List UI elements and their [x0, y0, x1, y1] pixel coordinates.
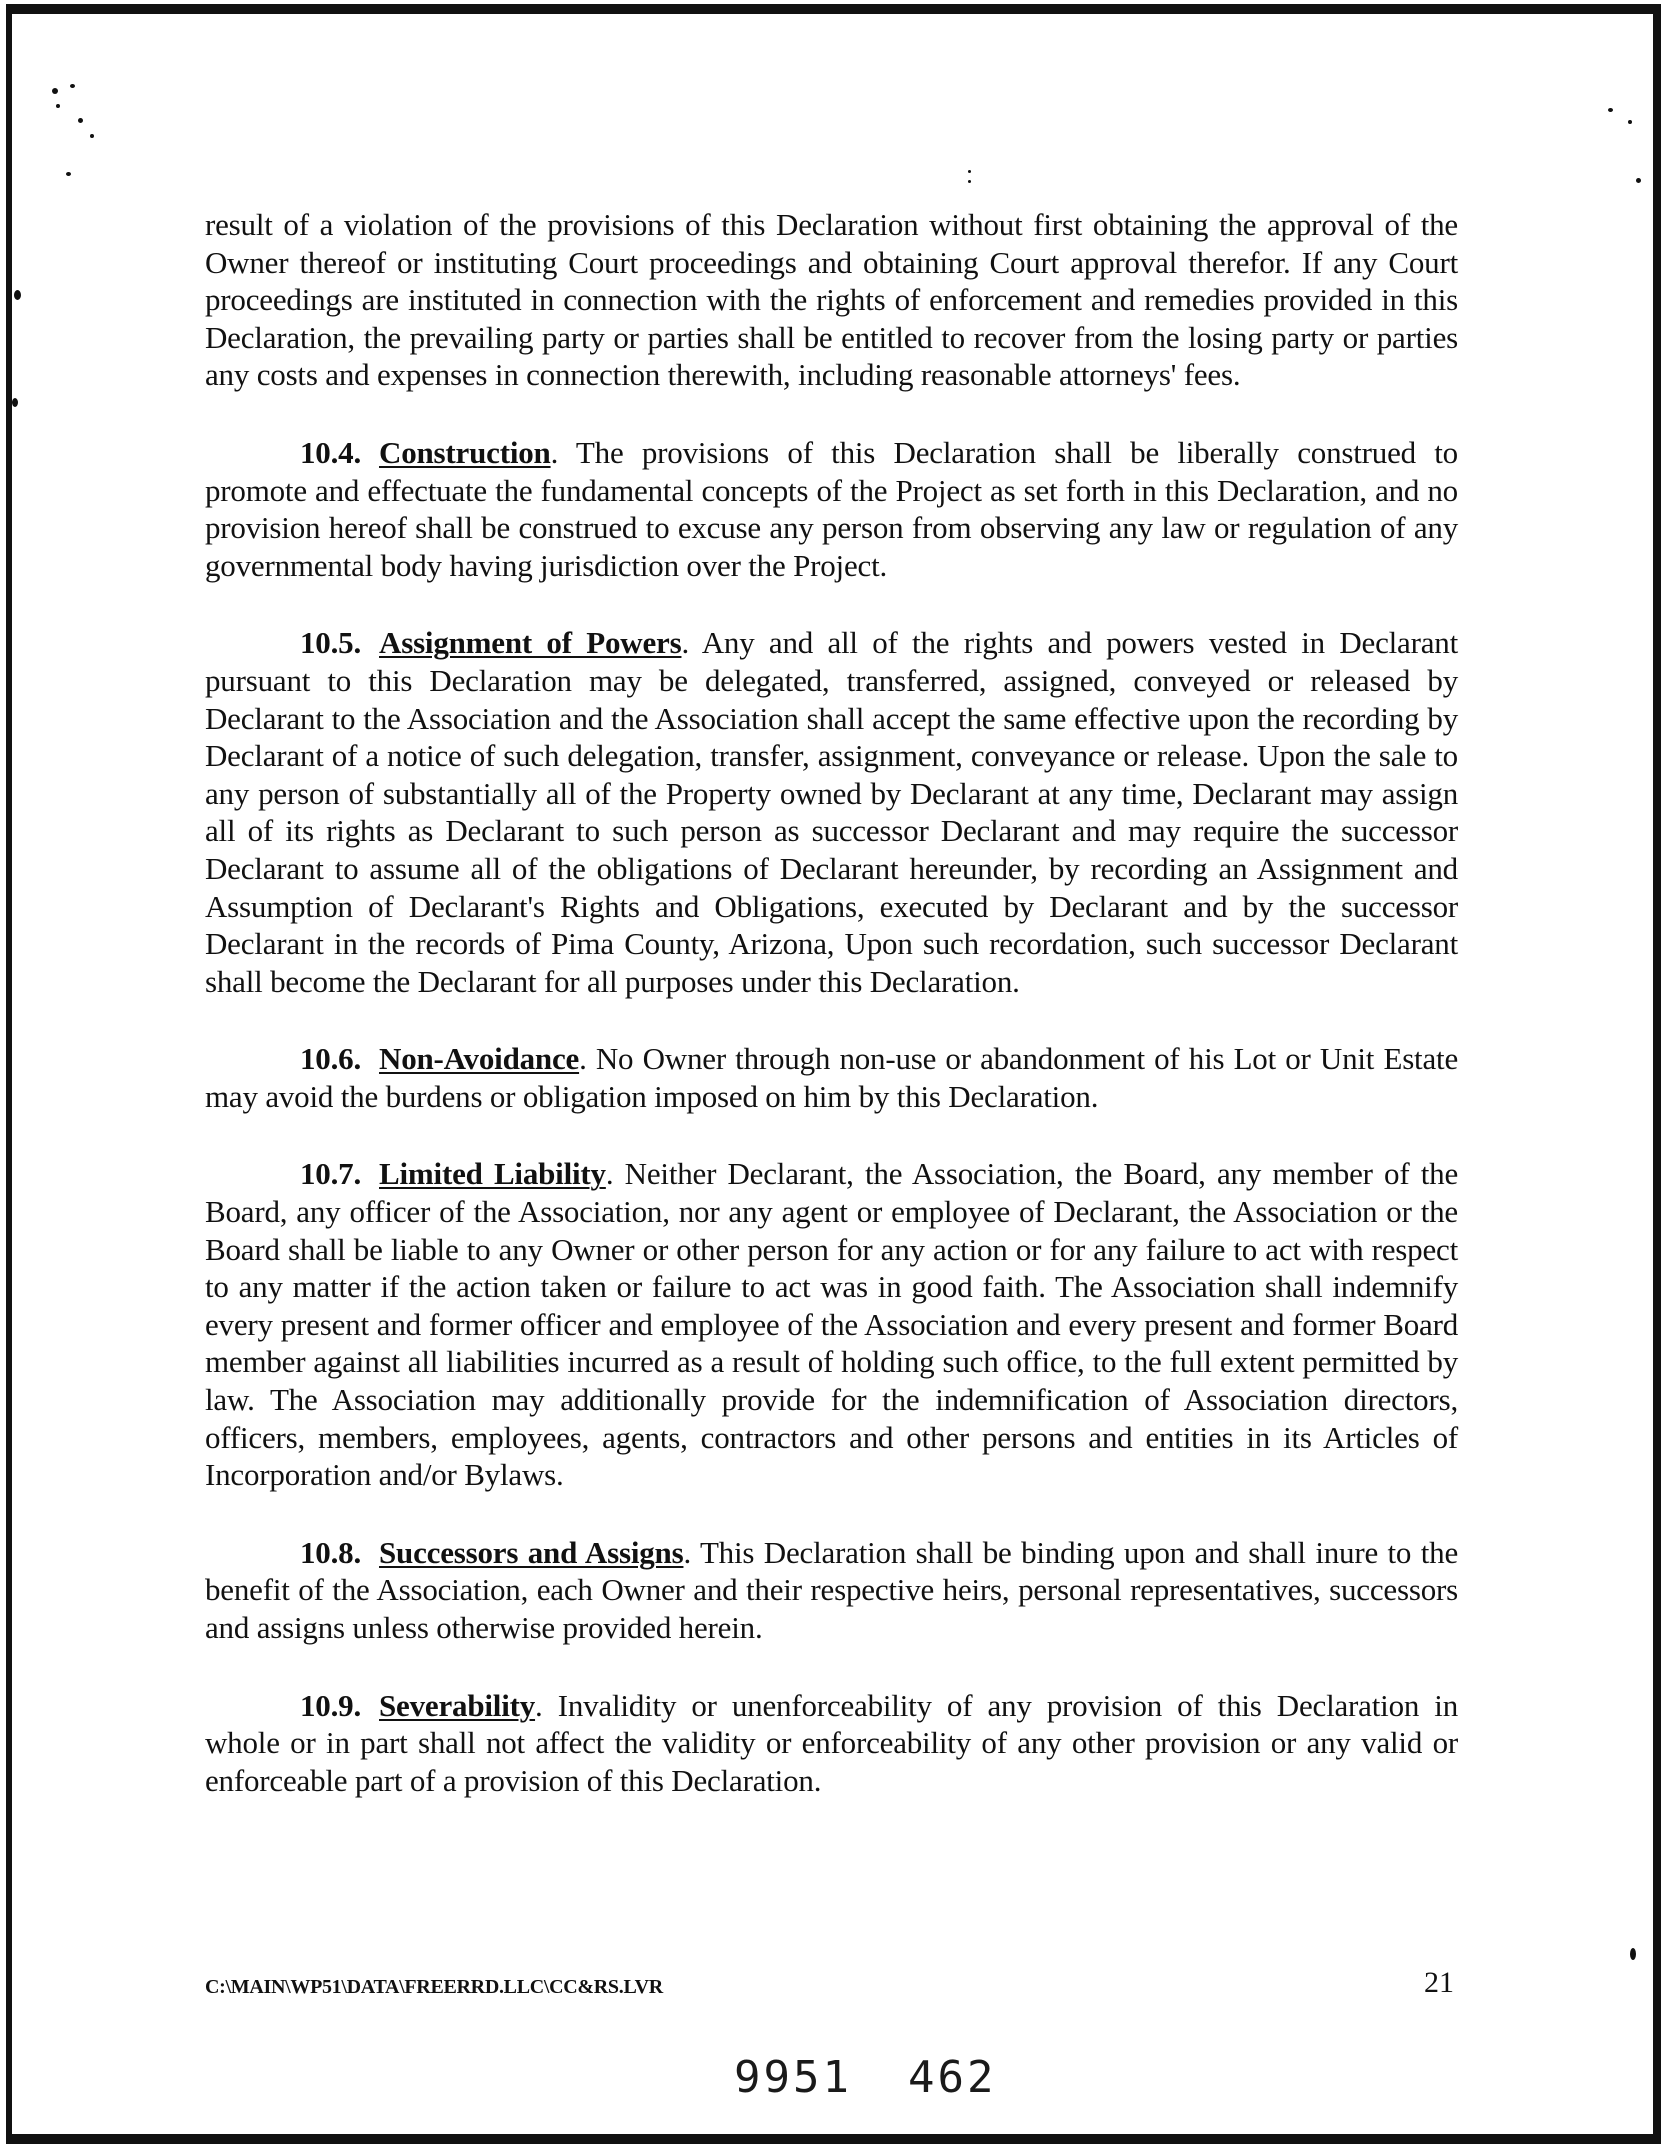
- section-body: . The provisions of this Declaration shall be liberally construed to promote and effectuate the fundamental concepts of the Project as set forth in this Declaration, and no provision hereof shall be construed to excuse any person from observing any law or regulation of any governmental body having jurisdiction over the Project.: [205, 434, 1458, 583]
- scan-speck: [90, 134, 94, 138]
- section-number: 10.8.: [300, 1534, 362, 1570]
- section-heading: Construction: [379, 434, 551, 470]
- scan-speck: [14, 290, 21, 300]
- section-body: . Neither Declarant, the Association, the Board, any member of the Board, any officer of the Association, nor any agent or employee of Declarant, the Association or the Board shall be liable to any Owner or other person for any action or for any failure to act with respect to any matter if the action taken or failure to act was in good faith. The Association shall indemnify every present and former officer and employee of the Association and every present and former Board member against all liabilities incurred as a result of holding such office, to the full extent permitted by law. The Association may additionally provide for the indemnification of Association directors, officers, members, employees, agents, contractors and other persons and entities in its Articles of Incorporation and/or Bylaws.: [205, 1156, 1459, 1493]
- section-number: 10.4.: [300, 434, 362, 470]
- scan-speck: [12, 398, 18, 407]
- document-body: [205, 206, 1458, 1839]
- section-10-4: [205, 434, 1458, 584]
- section-10-6: [205, 1040, 1458, 1115]
- section-10-9: [205, 1687, 1458, 1800]
- section-heading: Non-Avoidance: [379, 1041, 580, 1077]
- section-heading: Successors and Assigns: [379, 1534, 684, 1570]
- scan-speck: [70, 84, 75, 88]
- scan-speck: [968, 170, 971, 173]
- scan-speck: [1608, 108, 1613, 112]
- scan-speck: [56, 104, 60, 108]
- scan-speck: [968, 180, 971, 183]
- section-number: 10.7.: [300, 1156, 362, 1192]
- section-body: . Any and all of the rights and powers vested in Declarant pursuant to this Declaration may be delegated, transferred, assigned, conveyed or released by Declarant to the Association and the Association shall accept the same effective upon the recording by Declarant of a notice of such delegation, transfer, assignment, conveyance or release. Upon the sale to any person of substantially all of the Property owned by Declarant at any time, Declarant may assign all of its rights as Declarant to such person as successor Declarant and may require the successor Declarant to assume all of the obligations of Declarant hereunder, by recording an Assignment and Assumption of Declarant's Rights and Obligations, executed by Declarant and by the successor Declarant in the records of Pima County, Arizona, Upon such recordation, such successor Declarant shall become the Declarant for all purposes under this Declaration.: [205, 625, 1458, 999]
- section-heading: Assignment of Powers: [379, 625, 682, 661]
- section-10-8: [205, 1534, 1458, 1647]
- opening-paragraph: [205, 206, 1458, 394]
- recording-page: 462: [907, 2052, 997, 2103]
- scan-speck: [78, 118, 83, 123]
- scan-speck: [1636, 178, 1641, 183]
- section-heading: Severability: [379, 1687, 536, 1723]
- section-heading: Limited Liability: [379, 1156, 606, 1192]
- section-body: . No Owner through non-use or abandonment of his Lot or Unit Estate may avoid the burdens or obligation imposed on him by this Declaration.: [205, 1041, 1458, 1114]
- section-number: 10.6.: [300, 1041, 362, 1077]
- section-body: . Invalidity or unenforceability of any provision of this Declaration in whole or in part shall not affect the validity or enforceability of any other provision or any valid or enforceable part of a provision of this Declaration.: [205, 1687, 1458, 1798]
- section-10-7: [205, 1155, 1458, 1493]
- scan-speck: [66, 172, 71, 176]
- section-number: 10.9.: [300, 1687, 362, 1723]
- section-body: . This Declaration shall be binding upon and shall inure to the benefit of the Association, each Owner and their respective heirs, personal representatives, successors and assigns unless otherwise provided herein.: [205, 1534, 1459, 1645]
- section-number: 10.5.: [300, 625, 362, 661]
- recording-docket: 9951: [734, 2052, 852, 2103]
- scan-speck: [1630, 1948, 1636, 1960]
- page-number: 21: [1424, 1966, 1454, 1999]
- opening-paragraph-text: result of a violation of the provisions of this Declaration without first obtaining the approval of the Owner thereof or instituting Court proceedings and obtaining Court approval therefor. If any Court proceedings are instituted in connection with the rights of enforcement and remedies provided in this Declaration, the prevailing party or parties shall be entitled to recover from the losing party or parties any costs and expenses in connection therewith, including reasonable attorneys' fees.: [205, 207, 1458, 393]
- recording-stamp: [734, 2052, 996, 2103]
- section-10-5: [205, 624, 1458, 1000]
- scan-speck: [1628, 120, 1632, 124]
- scan-speck: [52, 88, 58, 94]
- footer-file-path: C:\MAIN\WP51\DATA\FREERRD.LLC\CC&RS.LVR: [205, 1976, 663, 1998]
